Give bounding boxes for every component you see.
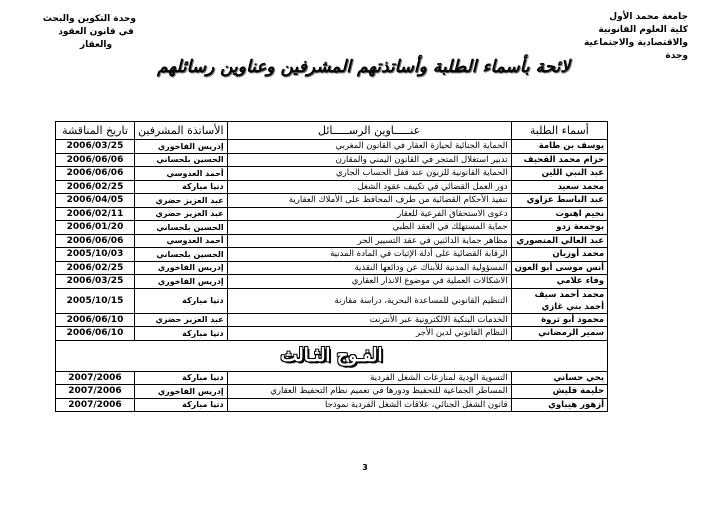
student-name: محمود أبو ثروة	[511, 313, 607, 327]
student-name: محمد أوزيان	[511, 248, 607, 262]
supervisor-name: إدريس الفاخوري	[135, 275, 228, 289]
table-row	[56, 288, 608, 313]
student-name: نجيم اهنوت	[511, 207, 607, 221]
thesis-title: الاشكالات العملية في موضوع الانذار العقاري	[227, 275, 511, 289]
defense-date: 2006/03/25	[56, 275, 135, 289]
defense-date: 2007/2006	[56, 398, 135, 412]
supervisor-name: الحسين بلحساني	[135, 248, 228, 262]
student-name: أنس موسى أبو العون	[511, 261, 607, 275]
supervisor-name: إدريس الفاخوري	[135, 261, 228, 275]
university-header	[583, 11, 688, 63]
thesis-title: الحماية القانونية للزبون عند قفل الحساب الجاري	[227, 167, 511, 181]
city-name: وجدة	[665, 51, 688, 61]
student-name: محمد سعيد	[511, 180, 607, 194]
cohort-band-row	[56, 340, 608, 371]
table-row	[56, 371, 608, 385]
thesis-title: التسوية الودية لمنازعات الشغل الفردية	[227, 371, 511, 385]
defense-date: 2006/04/05	[56, 194, 135, 208]
table-row	[56, 207, 608, 221]
supervisor-name: الحسين بلحساني	[135, 221, 228, 235]
col-header-students: أسماء الطلبة	[511, 122, 607, 140]
thesis-title: الحماية الجنائية لحيازة العقار في القانون المغربي	[227, 140, 511, 154]
thesis-title: قانون الشغل الجنائي، علاقات الشغل الفردية نموذجا	[227, 398, 511, 412]
supervisor-name: دنيا مباركة	[135, 180, 228, 194]
supervisor-name: عبد العزيز حضري	[135, 313, 228, 327]
supervisor-name: دنيا مباركة	[135, 398, 228, 412]
student-name: وفاء علامي	[511, 275, 607, 289]
table-row	[56, 313, 608, 327]
defense-date: 2006/02/25	[56, 261, 135, 275]
thesis-title: دعوى الاستحقاق الفرعية للعقار	[227, 207, 511, 221]
faculty-name-cont: والاقتصادية والاجتماعية	[583, 38, 688, 48]
supervisor-name: الحسين بلحساني	[135, 153, 228, 167]
defense-date: 2006/01/20	[56, 221, 135, 235]
theses-table	[55, 121, 608, 412]
table-row	[56, 398, 608, 412]
student-name: حليمة قليش	[511, 385, 607, 399]
table-row	[56, 261, 608, 275]
defense-date: 2007/2006	[56, 385, 135, 399]
table-row	[56, 140, 608, 154]
col-header-supervisors: الأساتذة المشرفين	[135, 122, 228, 140]
table-row	[56, 221, 608, 235]
thesis-title: الخدمات البنكية الالكترونية عبر الأنترنت	[227, 313, 511, 327]
thesis-title: مظاهر حماية الدائنين في عقد التسيير الحر	[227, 234, 511, 248]
thesis-title: دور العمل القضائي في تكييف عقود الشغل	[227, 180, 511, 194]
unit-name: وحدة التكوين والبحث	[42, 14, 136, 24]
col-header-date: تاريخ المناقشة	[56, 122, 135, 140]
unit-field: في قانون العقود	[58, 27, 134, 37]
student-name: يوسف بن طامة	[511, 140, 607, 154]
table-row	[56, 194, 608, 208]
defense-date: 2006/03/25	[56, 140, 135, 154]
page-number: 3	[362, 463, 368, 472]
table-row	[56, 153, 608, 167]
col-header-titles: عنـــــاوين الرســـــائل	[227, 122, 511, 140]
student-name: بوجمعة زدو	[511, 221, 607, 235]
defense-date: 2005/10/03	[56, 248, 135, 262]
thesis-title: النظام القانوني لدين الأجر	[227, 327, 511, 341]
unit-field-cont: والعقار	[79, 40, 113, 50]
document-title: لائحة بأسماء الطلبة وأساتذتهم المشرفين وعناوين رسائلهم	[157, 57, 570, 77]
defense-date: 2006/06/10	[56, 313, 135, 327]
defense-date: 2006/06/06	[56, 167, 135, 181]
table-row	[56, 327, 608, 341]
supervisor-name: إدريس الفاخوري	[135, 140, 228, 154]
thesis-title: المسؤولية المدنية للأبناك عن ودائعها النقدية	[227, 261, 511, 275]
table-row	[56, 275, 608, 289]
student-name: حزام محمد القحيف	[511, 153, 607, 167]
table-row	[56, 180, 608, 194]
defense-date: 2006/06/10	[56, 327, 135, 341]
supervisor-name: دنيا مباركة	[135, 288, 228, 313]
supervisor-name: عبد العزيز حضري	[135, 194, 228, 208]
student-name: محمد أحمد سيف أحمد بني غازي	[511, 288, 607, 313]
table-row	[56, 385, 608, 399]
supervisor-name: أحمد العدوسي	[135, 234, 228, 248]
student-name: عبد العالي المنصوري	[511, 234, 607, 248]
table-row	[56, 248, 608, 262]
defense-date: 2006/02/11	[56, 207, 135, 221]
supervisor-name: دنيا مباركة	[135, 371, 228, 385]
thesis-title: الرقابة القضائية على أدلة الإثبات في المادة المدنية	[227, 248, 511, 262]
thesis-title: التنظيم القانوني للمساعدة البحرية، دراسة مقارنة	[227, 288, 511, 313]
defense-date: 2006/06/06	[56, 153, 135, 167]
student-name: أزهور هيباوي	[511, 398, 607, 412]
supervisor-name: دنيا مباركة	[135, 327, 228, 341]
table-header-row	[56, 122, 608, 140]
table-row	[56, 167, 608, 181]
table-row	[56, 234, 608, 248]
defense-date: 2006/02/25	[56, 180, 135, 194]
student-name: عبد الباسط عزاوي	[511, 194, 607, 208]
thesis-title: تنفيذ الأحكام القضائية من طرف المحافظ على الأملاك العقارية	[227, 194, 511, 208]
defense-date: 2005/10/15	[56, 288, 135, 313]
supervisor-name: إدريس الفاخوري	[135, 385, 228, 399]
defense-date: 2006/06/06	[56, 234, 135, 248]
cohort-band-label: الفـوج الثـالث	[56, 340, 608, 371]
faculty-name: كلية العلوم القانونية	[598, 25, 688, 35]
supervisor-name: أحمد العدوسي	[135, 167, 228, 181]
student-name: عبد النبي اللين	[511, 167, 607, 181]
student-name: يحي حساني	[511, 371, 607, 385]
thesis-title: تدبير استغلال المتجر في القانون اليمني والمقارن	[227, 153, 511, 167]
defense-date: 2007/2006	[56, 371, 135, 385]
student-name: سمير الرمضاني	[511, 327, 607, 341]
supervisor-name: عبد العزيز حضري	[135, 207, 228, 221]
thesis-title: حماية المستهلك في العقد الطبي	[227, 221, 511, 235]
unit-header	[42, 13, 136, 52]
university-name: جامعة محمد الأول	[609, 12, 688, 22]
thesis-title: المساطر الجماعية للتحفيظ ودورها في تعميم نظام التحفيظ العقاري	[227, 385, 511, 399]
